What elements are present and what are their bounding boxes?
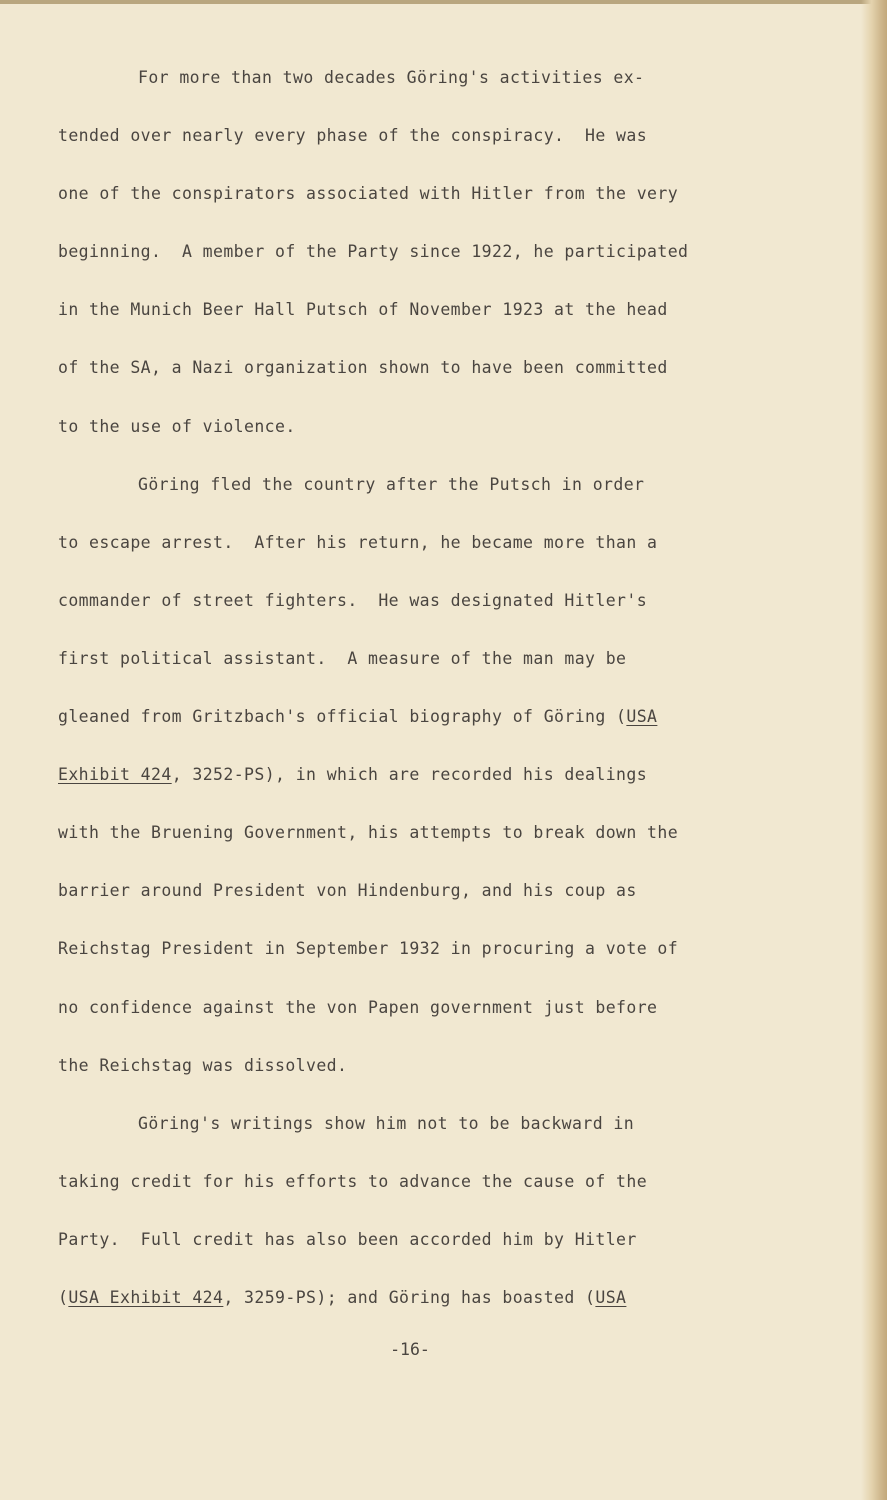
underlined-citation: Exhibit 424 xyxy=(58,765,172,785)
text-line: taking credit for his efforts to advance the cause of the xyxy=(58,1171,648,1191)
text-line: the Reichstag was dissolved. xyxy=(58,1055,348,1075)
text-line: one of the conspirators associated with Hitler from the very xyxy=(58,184,679,204)
underlined-citation: USA xyxy=(626,707,658,727)
text-line: beginning. A member of the Party since 1922, he participated xyxy=(58,242,689,262)
text-line: in the Munich Beer Hall Putsch of November 1923 at the head xyxy=(58,300,668,320)
text-line: tended over nearly every phase of the conspiracy. He was xyxy=(58,126,648,146)
text-line: (USA Exhibit 424, 3259-PS); and Göring has boasted (USA xyxy=(58,1287,627,1307)
text-line: Party. Full credit has also been accorded him by Hitler xyxy=(58,1229,637,1249)
underlined-citation: USA xyxy=(595,1287,627,1307)
text-line: no confidence against the von Papen government just before xyxy=(58,997,658,1017)
text-line: gleaned from Gritzbach's official biography of Göring (USA xyxy=(58,707,658,727)
page-top-edge xyxy=(0,0,887,4)
text-line: commander of street fighters. He was designated Hitler's xyxy=(58,590,648,610)
text-line: Reichstag President in September 1932 in procuring a vote of xyxy=(58,939,679,959)
text-line: with the Bruening Government, his attempts to break down the xyxy=(58,823,679,843)
underlined-citation: USA Exhibit 424 xyxy=(68,1287,224,1307)
page-right-edge xyxy=(861,0,887,1500)
text-line: Göring's writings show him not to be backward in xyxy=(138,1113,635,1133)
text-line: Exhibit 424, 3252-PS), in which are recorded his dealings xyxy=(58,765,648,785)
body-text xyxy=(58,58,778,1336)
text-line: barrier around President von Hindenburg, and his coup as xyxy=(58,881,637,901)
text-line: first political assistant. A measure of the man may be xyxy=(58,648,627,668)
text-line: For more than two decades Göring's activities ex- xyxy=(138,68,645,87)
text-line: to escape arrest. After his return, he became more than a xyxy=(58,532,658,552)
text-line: of the SA, a Nazi organization shown to have been committed xyxy=(58,358,668,378)
text-line: Göring fled the country after the Putsch in order xyxy=(138,474,645,494)
page-number: -16- xyxy=(390,1340,430,1359)
text-line: to the use of violence. xyxy=(58,416,296,436)
